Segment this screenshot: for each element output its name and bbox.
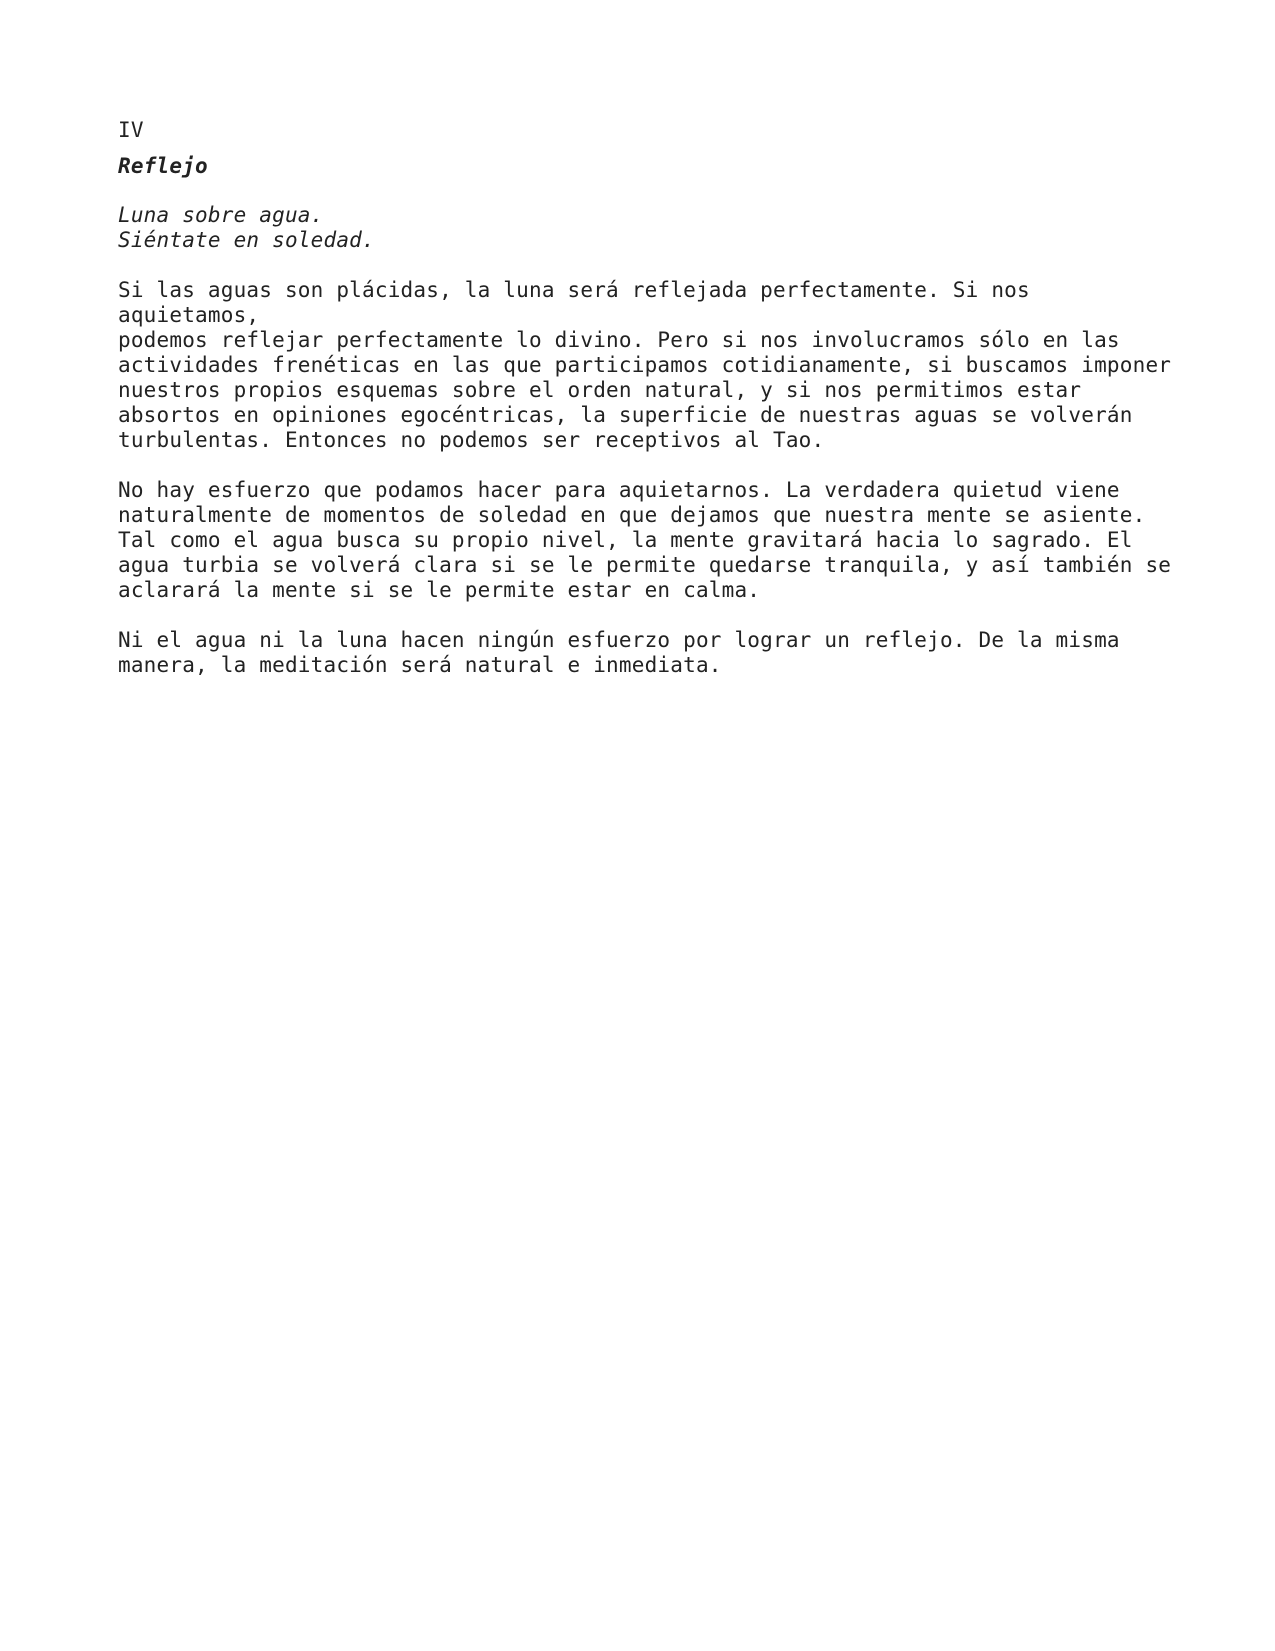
body-paragraph: Ni el agua ni la luna hacen ningún esfuerzo por lograr un reflejo. De la misma manera, la meditación será natural e inmediata. <box>118 628 1120 677</box>
body-paragraph: No hay esfuerzo que podamos hacer para aquietarnos. La verdadera quietud viene naturalmente de momentos de soledad en que dejamos que nuestra mente se asiente. Tal como el agua busca su propio nivel, la mente gravitará hacia lo sagrado. El agua turbia se volverá clara si se le permite quedarse tranquila, y así también se aclarará la mente si se le permite estar en calma. <box>118 478 1172 602</box>
verse <box>118 203 1178 253</box>
document-page <box>118 118 1178 703</box>
body-paragraph: Si las aguas son plácidas, la luna será reflejada perfectamente. Si nos aquietamos, podemos reflejar perfectamente lo divino. Pero si nos involucramos sólo en las actividades frenéticas en las que participamos cotidianamente, si buscamos imponer nuestros propios esquemas sobre el orden natural, y si nos permitimos estar absortos en opiniones egocéntricas, la superficie de nuestras aguas se volverán turbulentas. Entonces no podemos ser receptivos al Tao. <box>118 278 1172 452</box>
chapter-number: IV <box>118 118 144 142</box>
verse-line: Siéntate en soledad. <box>118 228 375 252</box>
verse-line: Luna sobre agua. <box>118 203 324 227</box>
chapter-title: Reflejo <box>118 154 208 178</box>
